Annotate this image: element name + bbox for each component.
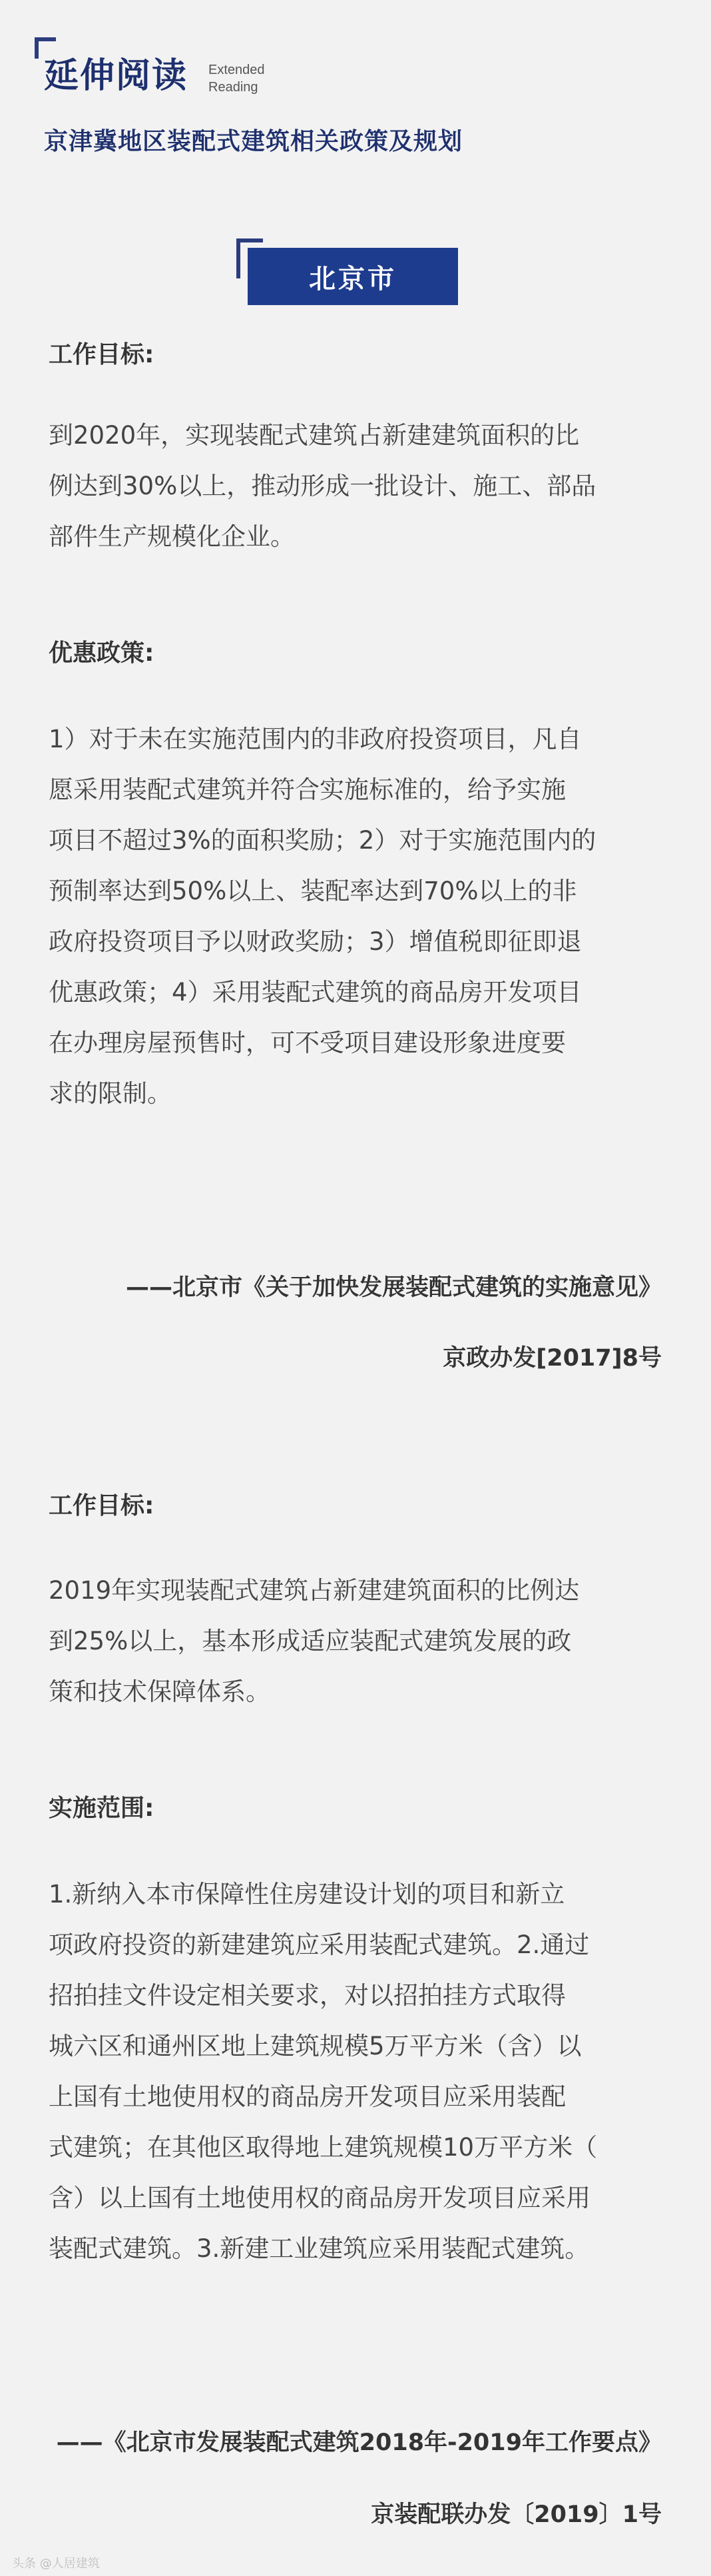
paragraph-line: 到2020年，实现装配式建筑占新建建筑面积的比 <box>49 421 580 450</box>
paragraph-line: 式建筑；在其他区取得地上建筑规模10万平方米（ <box>49 2133 598 2162</box>
section1-goal-text <box>49 410 668 562</box>
section1-policy-text <box>49 714 668 1119</box>
article-subtitle: 京津冀地区装配式建筑相关政策及规划 <box>44 128 463 155</box>
section-title-english-line2: Reading <box>208 80 258 95</box>
section1-policy-heading: 优惠政策: <box>49 640 154 667</box>
paragraph-line: 到25%以上，基本形成适应装配式建筑发展的政 <box>49 1627 572 1655</box>
paragraph-line: 城六区和通州区地上建筑规模5万平方米（含）以 <box>49 2032 582 2060</box>
section-title-english-line1: Extended <box>208 63 265 77</box>
paragraph-line: 1）对于未在实施范围内的非政府投资项目，凡自 <box>49 725 582 753</box>
section2-scope-text <box>49 1869 668 2274</box>
paragraph-line: 愿采用装配式建筑并符合实施标准的，给予实施 <box>49 775 566 804</box>
section1-goal-heading: 工作目标: <box>49 341 154 368</box>
paragraph-line: 预制率达到50%以上、装配率达到70%以上的非 <box>49 877 577 905</box>
paragraph-line: 项政府投资的新建建筑应采用装配式建筑。2.通过 <box>49 1931 590 1959</box>
paragraph-line: 求的限制。 <box>49 1079 172 1108</box>
section2-source-docnum: 京装配联办发〔2019〕1号 <box>371 2501 662 2528</box>
paragraph-line: 在办理房屋预售时，可不受项目建设形象进度要 <box>49 1029 566 1057</box>
paragraph-line: 含）以上国有土地使用权的商品房开发项目应采用 <box>49 2184 591 2212</box>
watermark: 头条 @人居建筑 <box>12 2557 100 2571</box>
paragraph-line: 招拍挂文件设定相关要求，对以招拍挂方式取得 <box>49 1981 566 2010</box>
section2-goal-heading: 工作目标: <box>49 1492 154 1519</box>
paragraph-line: 上国有土地使用权的商品房开发项目应采用装配 <box>49 2082 566 2111</box>
paragraph-line: 优惠政策；4）采用装配式建筑的商品房开发项目 <box>49 978 582 1007</box>
paragraph-line: 2019年实现装配式建筑占新建建筑面积的比例达 <box>49 1576 580 1605</box>
paragraph-line: 1.新纳入本市保障性住房建设计划的项目和新立 <box>49 1880 565 1909</box>
region-badge: 北京市 <box>248 248 458 305</box>
paragraph-line: 项目不超过3%的面积奖励；2）对于实施范围内的 <box>49 826 596 855</box>
section-title: 延伸阅读 <box>44 56 188 96</box>
section1-source-title: ——北京市《关于加快发展装配式建筑的实施意见》 <box>125 1274 662 1301</box>
section1-source-docnum: 京政办发[2017]8号 <box>443 1345 662 1372</box>
paragraph-line: 部件生产规模化企业。 <box>49 522 295 551</box>
paragraph-line: 政府投资项目予以财政奖励；3）增值税即征即退 <box>49 927 582 956</box>
section-title-english <box>208 61 295 96</box>
paragraph-line: 例达到30%以上，推动形成一批设计、施工、部品 <box>49 472 596 500</box>
section2-source-title: ——《北京市发展装配式建筑2018年-2019年工作要点》 <box>56 2429 662 2456</box>
paragraph-line: 策和技术保障体系。 <box>49 1677 270 1706</box>
section2-goal-text <box>49 1565 668 1717</box>
section2-scope-heading: 实施范围: <box>49 1795 154 1822</box>
paragraph-line: 装配式建筑。3.新建工业建筑应采用装配式建筑。 <box>49 2234 590 2263</box>
